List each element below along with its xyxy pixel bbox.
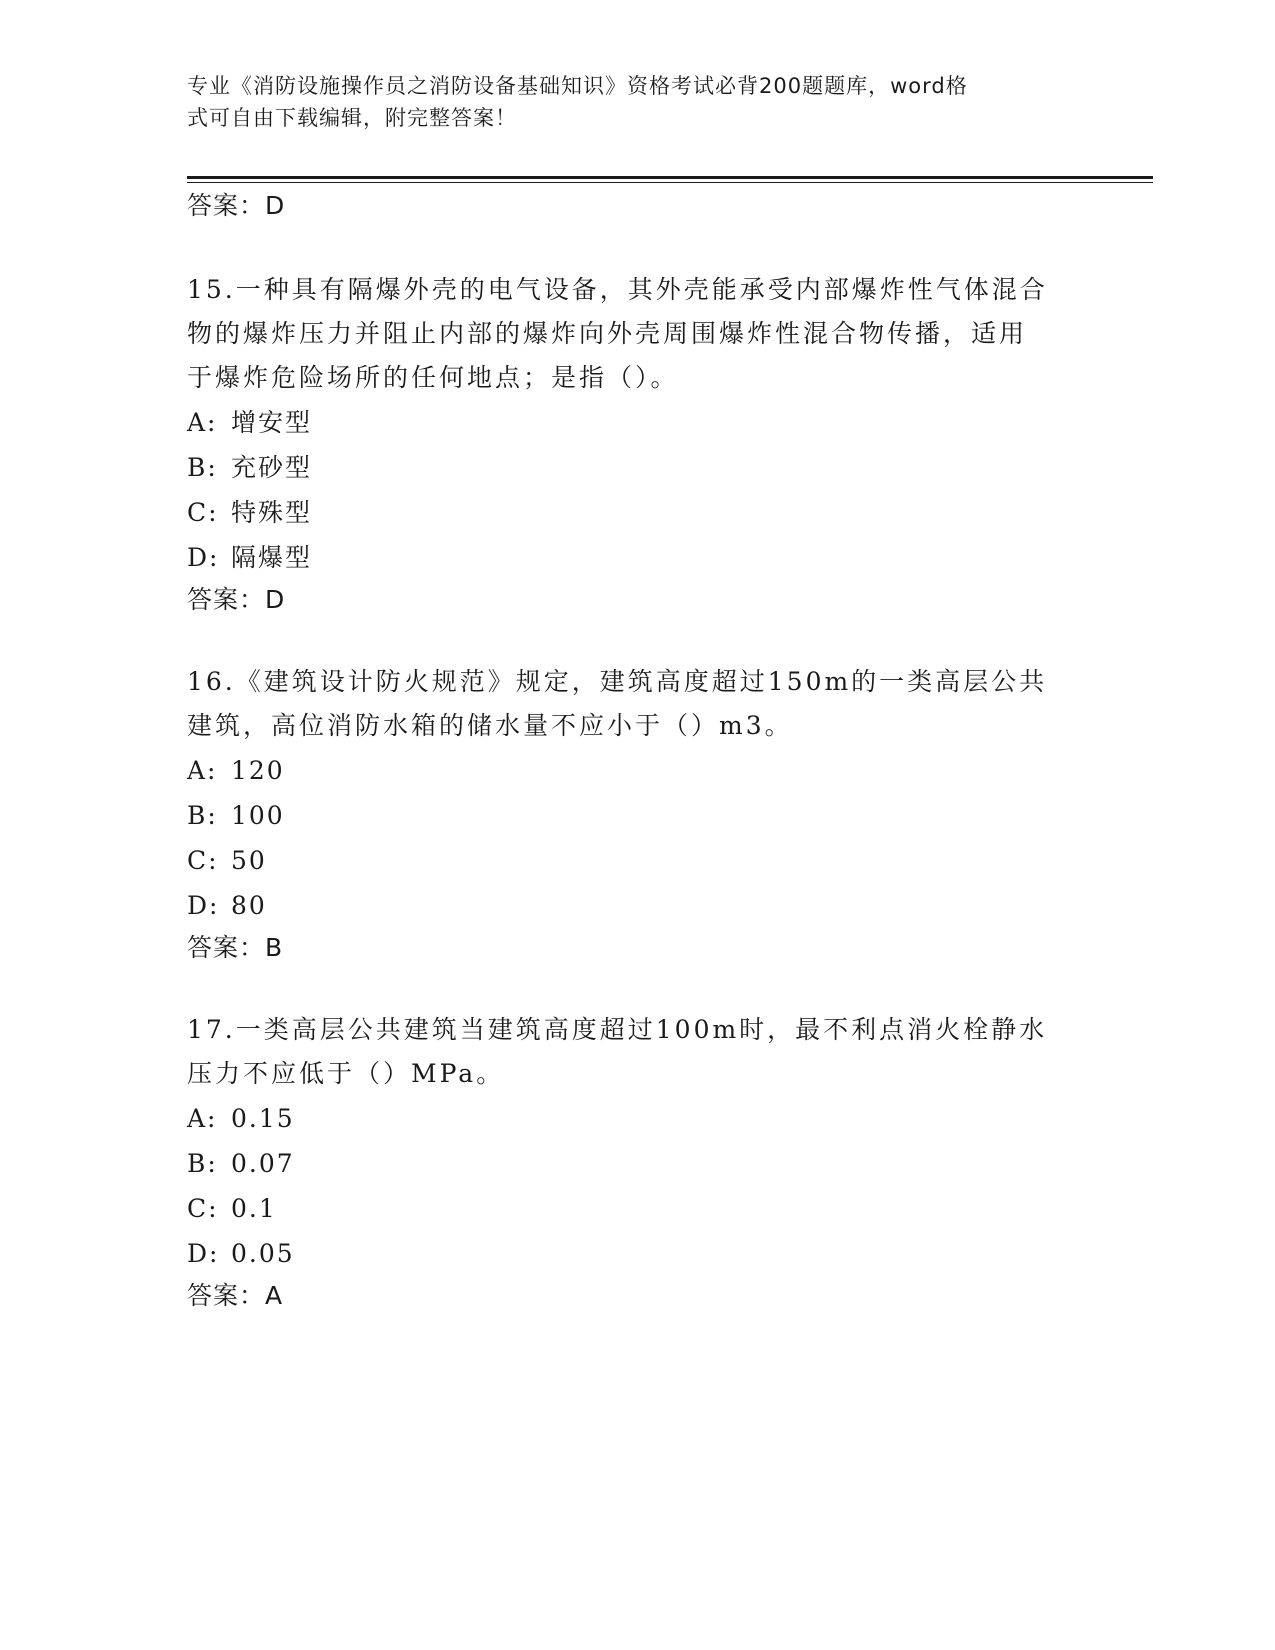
option-list bbox=[187, 748, 1087, 928]
option-key: C: bbox=[187, 498, 219, 527]
question-text-line: 17.一类高层公共建筑当建筑高度超过100m时，最不利点消火栓静水 bbox=[187, 1015, 1048, 1044]
question-block-16 bbox=[187, 660, 1087, 968]
option-key: A: bbox=[187, 408, 218, 437]
option-list bbox=[187, 400, 1087, 580]
option-a bbox=[187, 1096, 1087, 1141]
option-key: B: bbox=[187, 1149, 218, 1178]
option-key: C: bbox=[187, 1194, 219, 1223]
option-value: 隔爆型 bbox=[231, 543, 313, 572]
header-divider-thick bbox=[187, 176, 1153, 179]
header-line-2: 式可自由下载编辑，附完整答案！ bbox=[187, 106, 517, 130]
answer-line: 答案：B bbox=[187, 933, 284, 962]
header-line-1: 专业《消防设施操作员之消防设备基础知识》资格考试必背200题题库，word格 bbox=[187, 74, 968, 98]
option-key: D: bbox=[187, 891, 220, 920]
question-block-17 bbox=[187, 1008, 1087, 1316]
header-divider-thin bbox=[187, 182, 1153, 183]
option-d bbox=[187, 535, 1087, 580]
option-key: D: bbox=[187, 1239, 220, 1268]
option-value: 充砂型 bbox=[231, 453, 313, 482]
answer-line: 答案：D bbox=[187, 585, 286, 614]
previous-answer: 答案：D bbox=[187, 191, 286, 220]
option-value: 0.05 bbox=[231, 1239, 295, 1268]
question-block-15 bbox=[187, 268, 1087, 620]
option-c bbox=[187, 1186, 1087, 1231]
question-text-line: 建筑，高位消防水箱的储水量不应小于（）m3。 bbox=[187, 711, 793, 740]
option-c bbox=[187, 490, 1087, 535]
option-value: 100 bbox=[231, 801, 285, 830]
option-a bbox=[187, 400, 1087, 445]
answer-line: 答案：A bbox=[187, 1281, 284, 1310]
question-text-line: 于爆炸危险场所的任何地点；是指（）。 bbox=[187, 363, 679, 392]
option-b bbox=[187, 1141, 1087, 1186]
option-a bbox=[187, 748, 1087, 793]
option-key: A: bbox=[187, 756, 218, 785]
question-text-line: 压力不应低于（）MPa。 bbox=[187, 1059, 505, 1088]
option-key: C: bbox=[187, 846, 219, 875]
option-d bbox=[187, 1231, 1087, 1276]
option-b bbox=[187, 793, 1087, 838]
question-text-line: 16.《建筑设计防火规范》规定，建筑高度超过150m的一类高层公共 bbox=[187, 667, 1048, 696]
option-key: B: bbox=[187, 801, 218, 830]
option-key: B: bbox=[187, 453, 218, 482]
option-value: 0.15 bbox=[231, 1104, 295, 1133]
option-c bbox=[187, 838, 1087, 883]
question-text-line: 物的爆炸压力并阻止内部的爆炸向外壳周围爆炸性混合物传播，适用 bbox=[187, 319, 1028, 348]
option-value: 50 bbox=[231, 846, 267, 875]
option-list bbox=[187, 1096, 1087, 1276]
option-b bbox=[187, 445, 1087, 490]
document-header bbox=[187, 70, 1067, 134]
option-value: 特殊型 bbox=[231, 498, 313, 527]
option-key: A: bbox=[187, 1104, 218, 1133]
option-value: 120 bbox=[231, 756, 285, 785]
option-key: D: bbox=[187, 543, 220, 572]
question-text-line: 15.一种具有隔爆外壳的电气设备，其外壳能承受内部爆炸性气体混合 bbox=[187, 275, 1048, 304]
option-value: 0.07 bbox=[231, 1149, 295, 1178]
option-d bbox=[187, 883, 1087, 928]
option-value: 增安型 bbox=[231, 408, 313, 437]
option-value: 0.1 bbox=[231, 1194, 277, 1223]
previous-answer-block bbox=[187, 186, 1087, 226]
option-value: 80 bbox=[231, 891, 267, 920]
